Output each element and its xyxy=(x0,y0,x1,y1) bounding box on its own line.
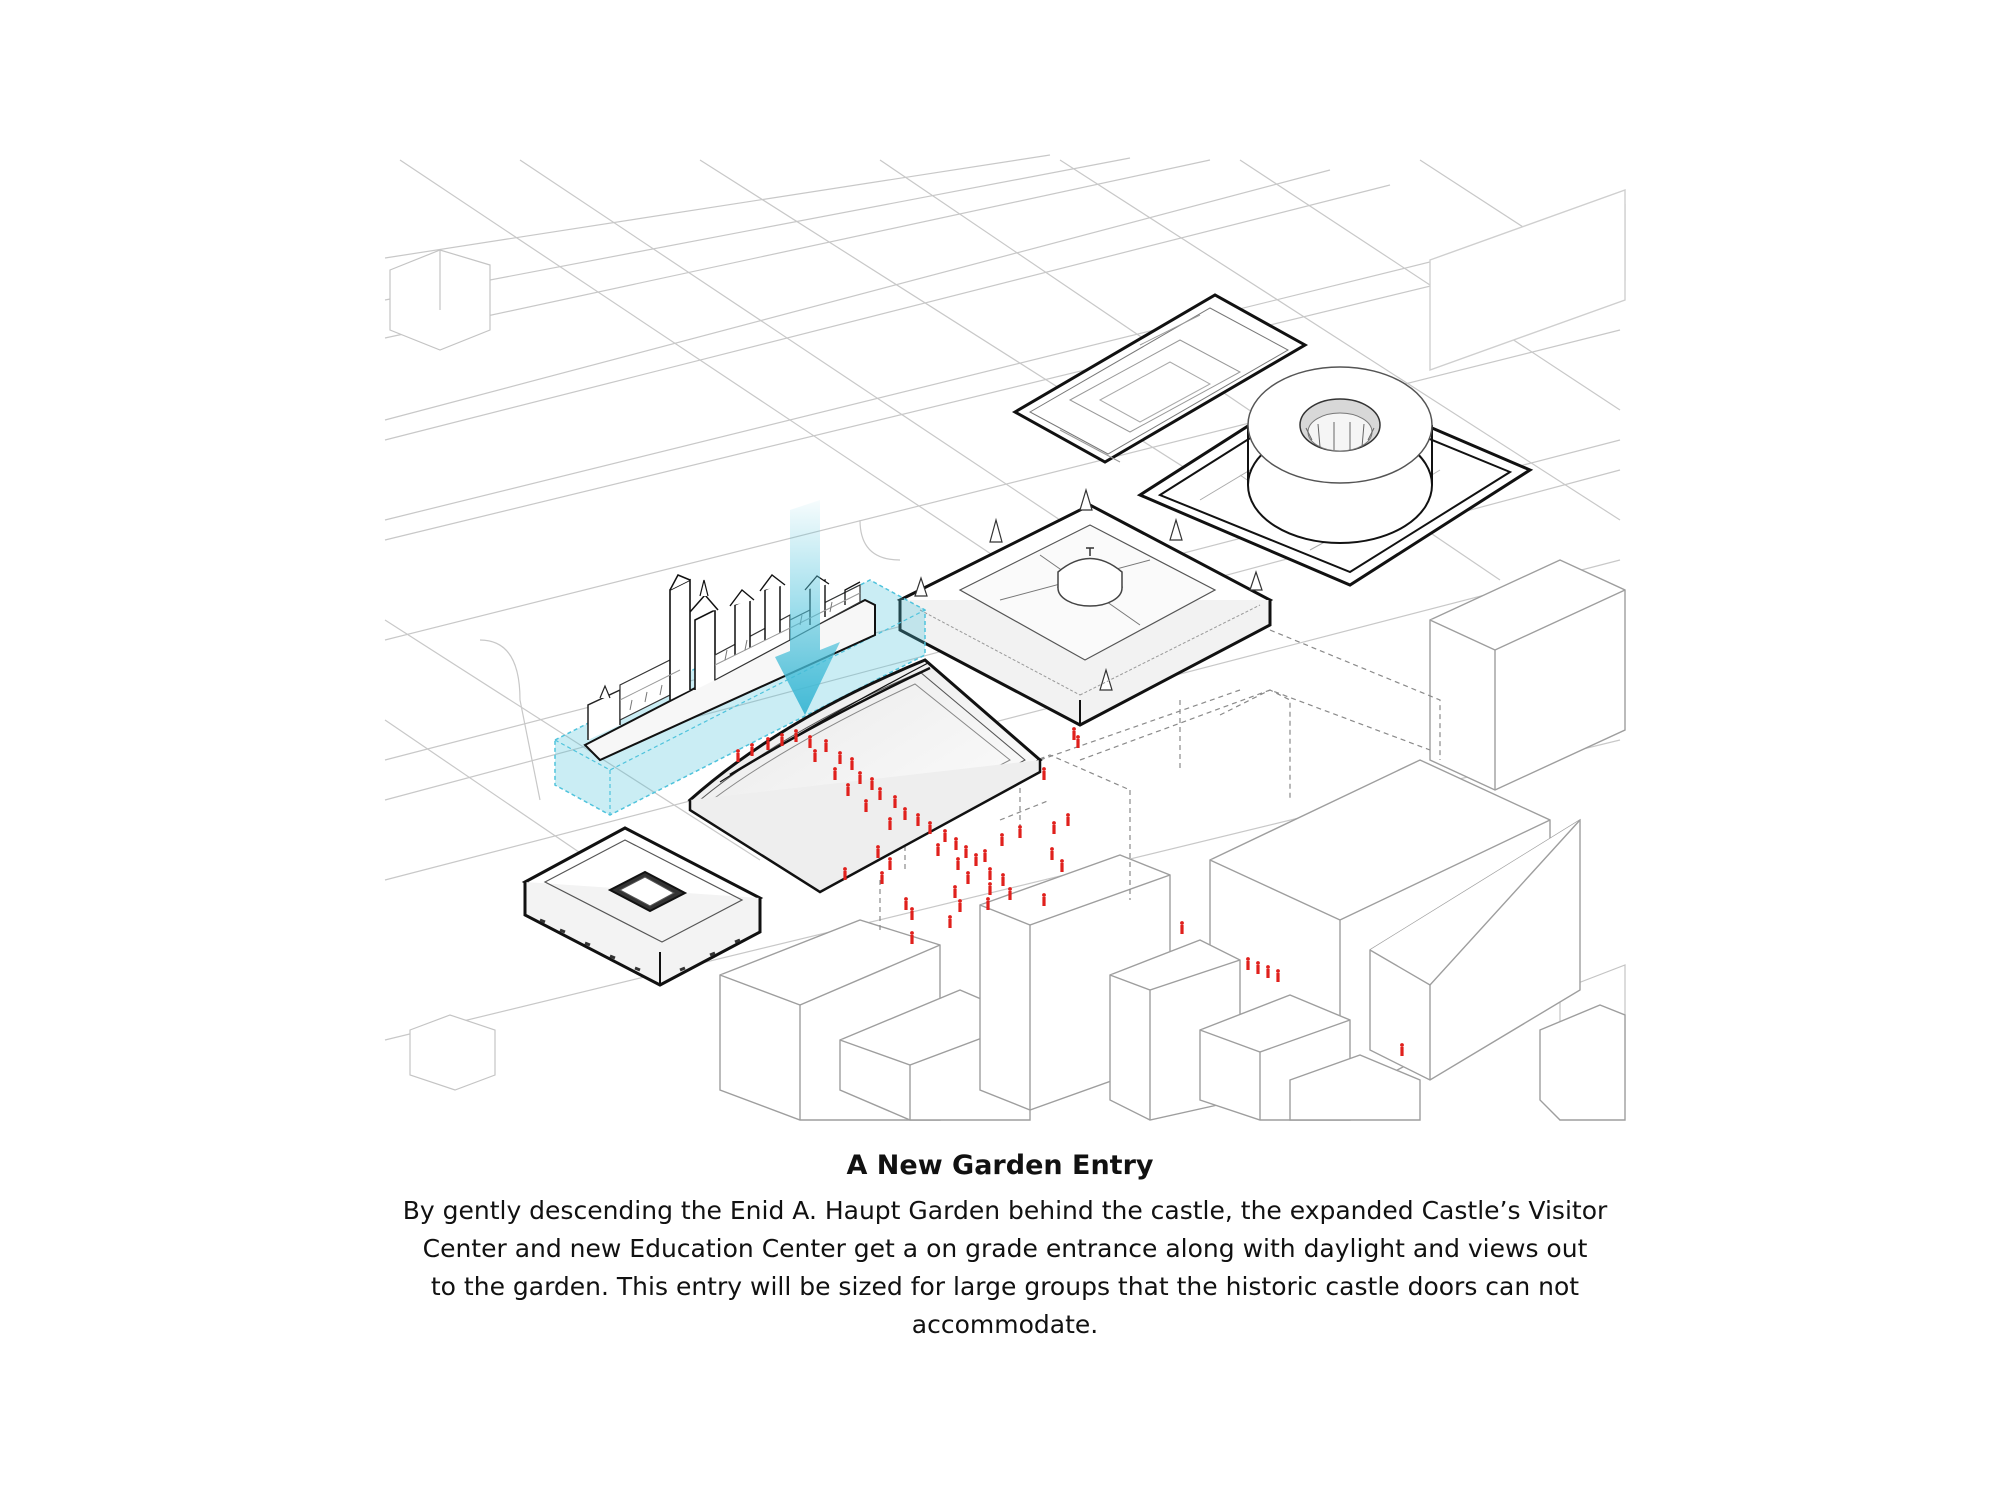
caption-body xyxy=(380,1192,1630,1344)
caption-line: By gently descending the Enid A. Haupt Garden behind the castle, the expanded Castle’s Visitor xyxy=(402,1196,1608,1225)
caption-title: A New Garden Entry xyxy=(846,1150,1154,1181)
caption-line: accommodate. xyxy=(911,1310,1099,1339)
caption-line: to the garden. This entry will be sized for large groups that the historic castle doors can not xyxy=(430,1272,1580,1301)
axonometric-site-diagram xyxy=(380,150,1630,1125)
caption-line: Center and new Education Center get a on grade entrance along with daylight and views out xyxy=(422,1234,1588,1263)
education-center-building xyxy=(525,828,760,985)
